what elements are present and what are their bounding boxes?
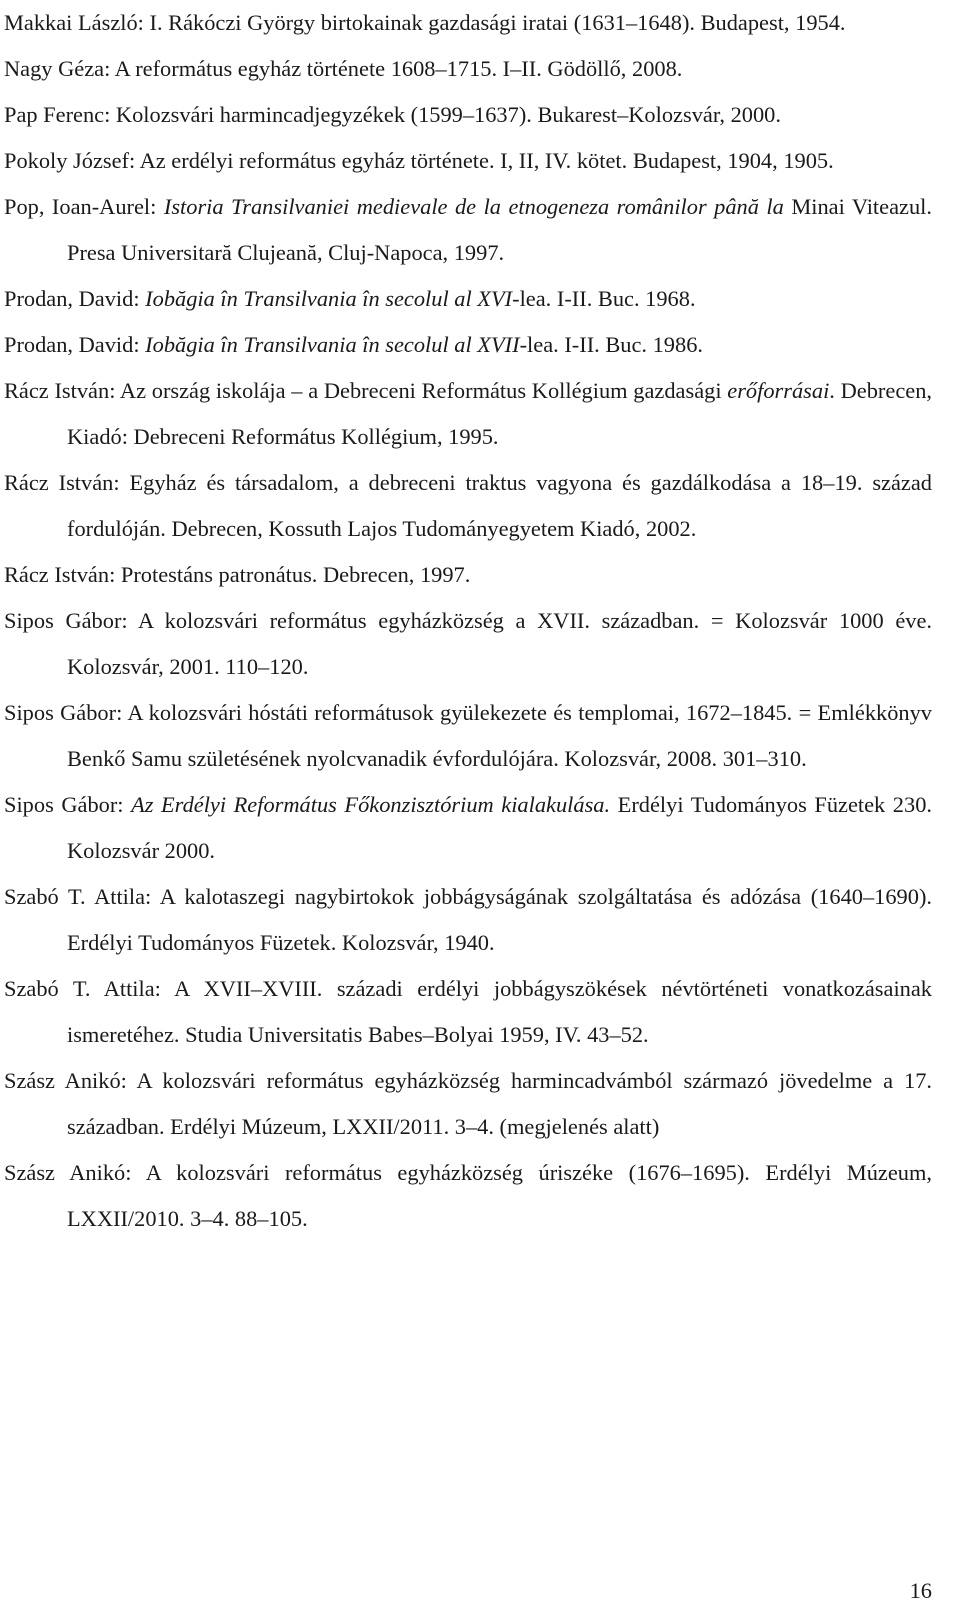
entry-text: Erdélyi Tudományos Füzetek 230. Kolozsvár 2000.	[67, 792, 932, 863]
entry-text: Prodan, David:	[4, 286, 146, 311]
bibliography-entry	[4, 1150, 932, 1242]
entry-text: Sipos Gábor: A kolozsvári református egyházközség a XVII. században. = Kolozsvár 1000 éve. Kolozsvár, 2001. 110–120.	[4, 608, 932, 679]
entry-text: Sipos Gábor:	[4, 792, 132, 817]
entry-text: Rácz István: Protestáns patronátus. Debrecen, 1997.	[4, 562, 471, 587]
entry-text: Szász Anikó: A kolozsvári református egyházközség úriszéke (1676–1695). Erdélyi Múzeum, LXXII/2010. 3–4. 88–105.	[4, 1160, 932, 1231]
bibliography-entry	[4, 1058, 932, 1150]
bibliography-entry	[4, 322, 932, 368]
entry-text: Szabó T. Attila: A XVII–XVIII. századi erdélyi jobbágyszökések névtörténeti vonatkozásainak ismeretéhez. Studia Universitatis Babes–Bolyai 1959, IV. 43–52.	[4, 976, 932, 1047]
page-number: 16	[909, 1578, 932, 1603]
entry-text: Rácz István: Egyház és társadalom, a debreceni traktus vagyona és gazdálkodása a 18–19. század fordulóján. Debrecen, Kossuth Lajos Tudományegyetem Kiadó, 2002.	[4, 470, 932, 541]
entry-text: Rácz István: Az ország iskolája – a Debreceni Református Kollégium gazdasági	[4, 378, 728, 403]
bibliography-entry	[4, 368, 932, 460]
entry-title-italic: Iobăgia în Transilvania în secolul al XVI	[145, 286, 513, 311]
bibliography-entry	[4, 460, 932, 552]
bibliography-entry	[4, 598, 932, 690]
bibliography-list	[4, 0, 932, 1242]
bibliography-entry	[4, 552, 932, 598]
entry-text: Szász Anikó: A kolozsvári református egyházközség harmincadvámból származó jövedelme a 17. században. Erdélyi Múzeum, LXXII/2011. 3–4. (megjelenés alatt)	[4, 1068, 932, 1139]
entry-text: Sipos Gábor: A kolozsvári hóstáti reformátusok gyülekezete és templomai, 1672–1845. = Emlékkönyv Benkő Samu születésének nyolcvanadik évfordulójára. Kolozsvár, 2008. 301–310.	[4, 700, 932, 771]
bibliography-entry	[4, 138, 932, 184]
entry-text: Makkai László: I. Rákóczi György birtokainak gazdasági iratai (1631–1648). Budapest, 1954.	[4, 10, 846, 35]
entry-text: Pop, Ioan-Aurel:	[4, 194, 164, 219]
entry-text: . Debrecen, Kiadó: Debreceni Református Kollégium, 1995.	[67, 378, 932, 449]
entry-title-italic: Az Erdélyi Református Főkonzisztórium kialakulása.	[131, 792, 611, 817]
entry-text: -lea. I-II. Buc. 1968.	[512, 286, 696, 311]
bibliography-entry	[4, 782, 932, 874]
entry-text: Minai Viteazul. Presa Universitară Clujeană, Cluj-Napoca, 1997.	[67, 194, 932, 265]
bibliography-entry	[4, 874, 932, 966]
entry-text: -lea. I-II. Buc. 1986.	[519, 332, 703, 357]
bibliography-entry	[4, 0, 932, 46]
bibliography-entry	[4, 966, 932, 1058]
entry-title-italic: erőforrásai	[727, 378, 830, 403]
entry-title-italic: Iobăgia în Transilvania în secolul al XVII	[145, 332, 520, 357]
entry-text: Pokoly József: Az erdélyi református egyház története. I, II, IV. kötet. Budapest, 1904, 1905.	[4, 148, 834, 173]
entry-text: Prodan, David:	[4, 332, 146, 357]
entry-text: Nagy Géza: A református egyház története 1608–1715. I–II. Gödöllő, 2008.	[4, 56, 683, 81]
entry-text: Szabó T. Attila: A kalotaszegi nagybirtokok jobbágyságának szolgáltatása és adózása (1640–1690). Erdélyi Tudományos Füzetek. Kolozsvár, 1940.	[4, 884, 932, 955]
bibliography-entry	[4, 92, 932, 138]
bibliography-entry	[4, 690, 932, 782]
bibliography-entry	[4, 184, 932, 276]
bibliography-entry	[4, 46, 932, 92]
entry-title-italic: Istoria Transilvaniei medievale de la etnogeneza românilor până la	[163, 194, 784, 219]
entry-text: Pap Ferenc: Kolozsvári harmincadjegyzékek (1599–1637). Bukarest–Kolozsvár, 2000.	[4, 102, 781, 127]
bibliography-entry	[4, 276, 932, 322]
